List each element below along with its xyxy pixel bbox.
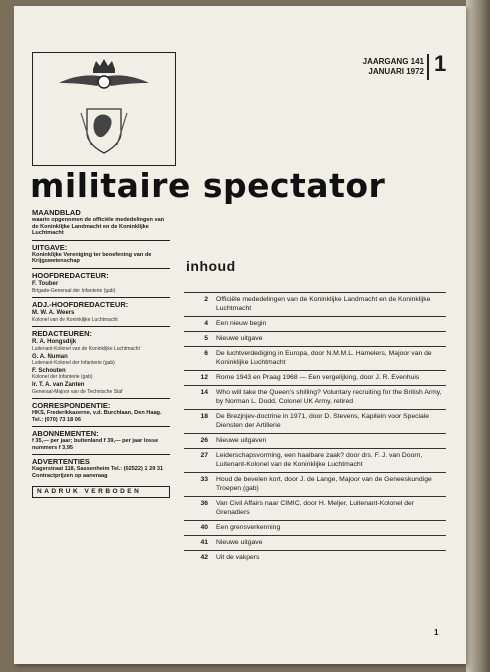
colophon-text: waarin opgenomen de officiële mededelingen van de Koninklijke Landmacht en de Koninklijke Luchtmacht	[32, 217, 165, 237]
toc-page-number: 42	[200, 554, 208, 561]
toc-title: Nieuwe uitgave	[216, 539, 263, 546]
toc-page-number: 12	[200, 374, 208, 381]
toc-entry[interactable]	[184, 496, 446, 520]
masthead-title: militaire spectator	[30, 166, 386, 205]
toc-title: Officiële mededelingen van de Koninklijke Landmacht en de Koninklijke Luchtmacht	[216, 296, 431, 312]
toc-page-number: 40	[200, 524, 208, 531]
editor-name: G. A. Numan	[32, 353, 68, 360]
colophon-heading: ADVERTENTIES	[32, 457, 90, 467]
toc-entry[interactable]	[184, 433, 446, 448]
crest-icon	[33, 53, 175, 165]
colophon-section	[32, 426, 170, 451]
toc-title: Uit de vakpers	[216, 554, 260, 561]
issue-info	[352, 57, 424, 77]
toc-title: Houd de bevelen kort, door J. de Lange, Majoor van de Geneeskundige Troepen (gab)	[216, 476, 432, 492]
toc-page-number: 26	[200, 437, 208, 444]
toc-entry[interactable]	[184, 385, 446, 409]
colophon-text: Koninklijke Vereniging ter beoefening van de Krijgswetenschap	[32, 251, 152, 265]
colophon-section	[32, 268, 170, 294]
toc-title: Nieuwe uitgave	[216, 335, 263, 342]
toc-entry[interactable]	[184, 346, 446, 370]
toc-title: De luchtverdediging in Europa, door N.M.M.L. Hamelers, Majoor van de Koninklijke Luchtmacht	[216, 350, 432, 366]
editor-name: M. W. A. Weers	[32, 310, 75, 317]
toc-title: Leiderschapsvorming, een haalbare zaak? door drs. F. J. van Doorn, Luitenant-Kolonel van de Koninklijke Luchtmacht	[216, 452, 423, 468]
editor-rank: Luitenant-Kolonel der Infanterie (gab)	[32, 360, 115, 367]
colophon-text: HKS, Frederikkazerne, v.d. Burchlaan, Den Haag. Tel.: (070) 73 18 06	[32, 410, 162, 423]
editor-rank: Kolonel van de Koninklijke Luchtmacht	[32, 316, 118, 323]
colophon-section	[32, 326, 170, 395]
toc-page-number: 36	[200, 500, 208, 507]
crest-emblem	[32, 52, 176, 166]
editor-rank: Kolonel der Infanterie (gab)	[32, 374, 93, 381]
toc-page-number: 4	[204, 320, 208, 327]
colophon	[32, 206, 170, 498]
toc-page-number: 27	[200, 452, 208, 459]
colophon-heading: REDACTEUREN:	[32, 329, 92, 339]
toc-page-number: 41	[200, 539, 208, 546]
toc-page-number: 5	[204, 335, 208, 342]
editor-rank: Brigade-Generaal der Infanterie (gab)	[32, 287, 116, 294]
toc-page-number: 2	[204, 296, 208, 303]
toc-entry[interactable]	[184, 535, 446, 550]
colophon-section	[32, 454, 170, 479]
toc-title: Van Civil Affairs naar CIMIC, door H. Meljer, Luitenant-Kolonel der Grenadiers	[216, 500, 415, 516]
colophon-heading: HOOFDREDACTEUR:	[32, 270, 109, 280]
page-number: 1	[434, 628, 439, 637]
toc-title: Who will take the Queen's shilling? Voluntary recruiting for the British Army, by Norman L. Dodd, Colonel UK Army, retired	[216, 389, 442, 405]
toc-title: Rome 1943 en Praag 1968 — Een vergelijking, door J. R. Evenhuis	[216, 374, 420, 381]
contents-title: inhoud	[186, 258, 236, 274]
binding-spine	[466, 0, 490, 672]
toc-title: Nieuwe uitgaven	[216, 437, 267, 444]
toc-entry[interactable]	[184, 331, 446, 346]
volume-label: JAARGANG 141	[362, 57, 424, 66]
magazine-page	[14, 6, 466, 664]
colophon-heading: MAANDBLAD	[32, 208, 81, 217]
reprint-notice: NADRUK VERBODEN	[32, 486, 170, 499]
colophon-text: f 35,— per jaar; buitenland f 39,— per jaar losse nummers f 3,95	[32, 438, 159, 451]
toc-title: Een nieuw begin	[216, 320, 267, 327]
colophon-section	[32, 398, 170, 423]
toc-title: De Brezjnjev-doctrine in 1971, door D. Stevens, Kapitein voor Speciale Diensten der Artillerie	[216, 413, 430, 429]
toc-entry[interactable]	[184, 370, 446, 385]
toc-entry[interactable]	[184, 292, 446, 316]
toc-page-number: 6	[204, 350, 208, 357]
editor-rank: Luitenant-Kolonel van de Koninklijke Luchtmacht	[32, 345, 140, 352]
colophon-text: Kagerstraat 118, Sassenheim Tel.: (02522) 1 29 31 Contractprijzen op aanvraag	[32, 466, 164, 480]
toc-entry[interactable]	[184, 448, 446, 472]
editor-name: F. Touber	[32, 280, 59, 287]
editor-name: Ir. T. A. van Zanten	[32, 381, 85, 388]
issue-divider	[427, 54, 429, 80]
toc-page-number: 14	[200, 389, 208, 396]
toc-entry[interactable]	[184, 520, 446, 535]
table-of-contents	[184, 292, 446, 565]
issue-date: JANUARI 1972	[368, 67, 424, 76]
colophon-section	[32, 297, 170, 323]
editor-name: F. Schouten	[32, 367, 66, 374]
toc-entry[interactable]	[184, 409, 446, 433]
toc-entry[interactable]	[184, 316, 446, 331]
colophon-heading: ADJ.-HOOFDREDACTEUR:	[32, 300, 129, 310]
colophon-section	[32, 206, 170, 237]
toc-page-number: 18	[200, 413, 208, 420]
issue-number: 1	[434, 51, 447, 76]
colophon-heading: CORRESPONDENTIE:	[32, 401, 111, 411]
toc-entry[interactable]	[184, 550, 446, 565]
colophon-heading: UITGAVE:	[32, 242, 68, 252]
toc-entry[interactable]	[184, 472, 446, 496]
toc-title: Een grensverkenning	[216, 524, 281, 531]
editor-name: R. A. Hongsdijk	[32, 339, 77, 346]
editor-rank: Generaal-Majoor van de Technische Staf	[32, 388, 123, 395]
colophon-heading: ABONNEMENTEN:	[32, 429, 99, 439]
colophon-section	[32, 240, 170, 265]
toc-page-number: 33	[200, 476, 208, 483]
